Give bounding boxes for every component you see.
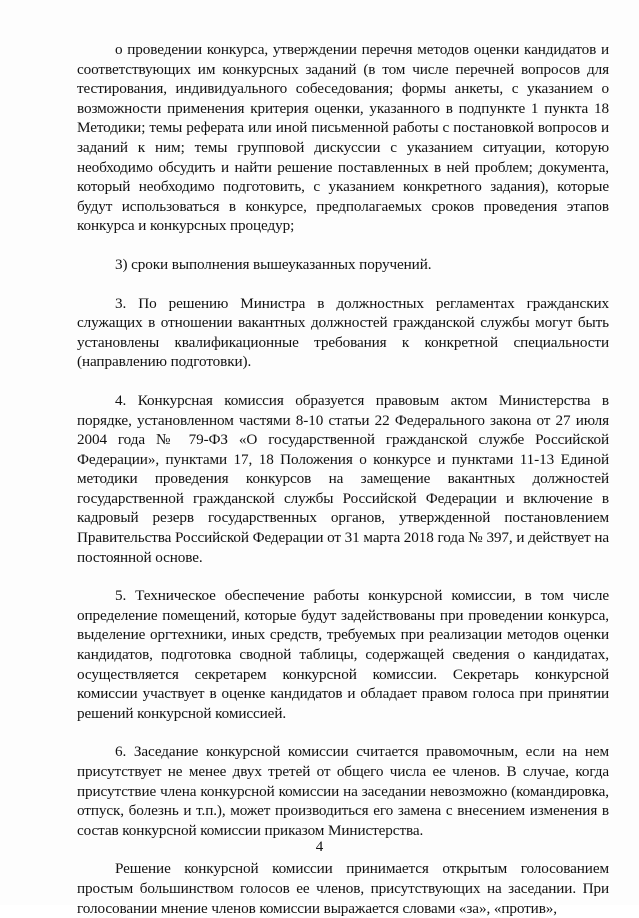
document-body (77, 40, 609, 918)
paragraph-section-3: 3. По решению Министра в должностных регламентах гражданских служащих в отношении вакантных должностей гражданской службы могут быть установлены квалификационные требования к конкретной специальности (направлению подготовки). (77, 294, 609, 371)
paragraph-section-6: 6. Заседание конкурсной комиссии считается правомочным, если на нем присутствует не менее двух третей от общего числа ее членов. В случае, когда присутствие члена конкурсной комиссии на заседании невозможно (командировка, отпуск, болезнь и т.п.), может производиться его замена с внесением изменения в состав конкурсной комиссии приказом Министерства. (77, 743, 609, 839)
paragraph-contest-procedures: о проведении конкурса, утверждении перечня методов оценки кандидатов и соответствующих им конкурсных заданий (в том числе перечней вопросов для тестирования, индивидуального собеседования; формы анкеты, с указанием о возможности применения критерия оценки, указанного в подпункте 1 пункта 18 Методики; темы реферата или иной письменной работы с постановкой вопросов и заданий к ним; темы групповой дискуссии с указанием ситуации, которую необходимо обсудить и найти решение поставленных в ней проблем; документа, который необходимо подготовить, с указанием конкретного задания), которые будут использоваться в конкурсе, предполагаемых сроков проведения этапов конкурса и конкурсных процедур; (77, 41, 609, 235)
paragraph-section-5: 5. Техническое обеспечение работы конкурсной комиссии, в том числе определение помещений, которые будут задействованы при проведении конкурса, выделение оргтехники, иных средств, требуемых при реализации методов оценки кандидатов, подготовка сводной таблицы, содержащей сведения о кандидатах, осуществляется секретарем конкурсной комиссии. Секретарь конкурсной комиссии участвует в оценке кандидатов и обладает правом голоса при принятии решений конкурсной комиссией. (77, 587, 609, 722)
page-number: 4 (315, 839, 324, 855)
paragraph-item-3-deadlines: 3) сроки выполнения вышеуказанных поручений. (115, 255, 432, 273)
paragraph-voting: Решение конкурсной комиссии принимается открытым голосованием простым большинством голосов ее членов, присутствующих на заседании. При голосовании мнение членов комиссии выражается словами «за», «против», (77, 860, 609, 917)
paragraph-section-4: 4. Конкурсная комиссия образуется правовым актом Министерства в порядке, установленном частями 8-10 статьи 22 Федерального закона от 27 июля 2004 года № 79-ФЗ «О государственной гражданской службе Российской Федерации», пунктами 17, 18 Положения о конкурсе и пунктами 11-13 Единой методики проведения конкурсов на замещение вакантных должностей государственной гражданской службы Российской Федерации и включение в кадровый резерв государственных органов, утвержденной постановлением Правительства Российской Федерации от 31 марта 2018 года № 397, и действует на постоянной основе. (77, 391, 609, 566)
